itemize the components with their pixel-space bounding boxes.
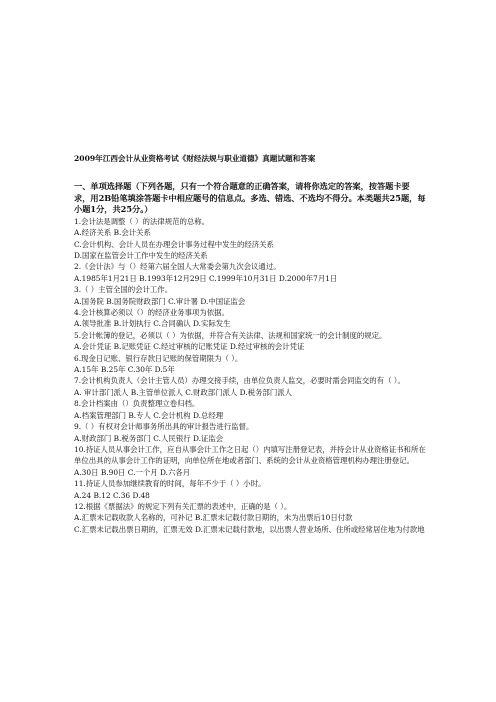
answer-options-line: D.国家在监管会计工作中发生的经济关系 bbox=[74, 251, 208, 260]
answer-options-line: A.会计凭证 B.记账凭证 C.经过审核的记账凭证 D.经过审核的会计凭证 bbox=[74, 342, 305, 352]
answer-options-line: A.国务院 B.国务院财政部门 C.审计署 D.中国证监会 bbox=[74, 296, 246, 306]
answer-options-line: A.领导批准 B.计划执行 C.合同确认 D.实际发生 bbox=[74, 319, 231, 329]
answer-options-line: C.会计机构、会计人员在办理会计事务过程中发生的经济关系 bbox=[74, 239, 274, 249]
question-line: 1.会计法是调整（ ）的法律规范的总称。 bbox=[74, 216, 210, 226]
question-line: 3.（ ）主管全国的会计工作。 bbox=[74, 285, 173, 295]
question-line: 9.（ ）有权对会计师事务所出具的审计报告进行监督。 bbox=[74, 422, 254, 432]
question-line: 12.根据《票据法》的规定下列有关汇票的表述中，正确的是（ ）。 bbox=[74, 501, 292, 511]
answer-options-line: A.汇票未记载收款人名称的，可补记 B.汇票未记载付款日期的，未为出票后10日付款 bbox=[74, 513, 353, 523]
question-line: 5.会计帐簿的登记，必须以（ ）为依据，并符合有关法律、法规和国家统一的会计制度的规定。 bbox=[74, 330, 387, 340]
answer-options-line: A.30日 B.90日 C.一个月 D.六各月 bbox=[74, 467, 191, 477]
answer-options-line: A.24 B.12 C.36 D.48 bbox=[74, 490, 150, 500]
document-body bbox=[74, 181, 426, 535]
answer-options-line: A.档案管理部门 B.专人 C.会计机构 D.总经理 bbox=[74, 410, 224, 420]
question-line: 4.会计核算必须以（）的经济业务事项为依据。 bbox=[74, 308, 229, 318]
document-title: 2009年江西会计从业资格考试《财经法规与职业道德》真题试题和答案 bbox=[74, 154, 316, 163]
answer-options-line: A.经济关系 B.会计关系 bbox=[74, 228, 151, 238]
question-line: 7.会计机构负责人（会计主管人员）办理交接手续，由单位负责人监交，必要时需会同监交的有（ ）。 bbox=[74, 376, 405, 386]
answer-options-line: C.汇票未记载出票日期的，汇票无效 D.汇票未记载付款地，以出票人营业场所、住所或经常居住地为付款地 bbox=[74, 524, 425, 534]
question-line: 2.《会计法》与（）经第六届全国人大常委会第九次会议通过。 bbox=[74, 262, 281, 272]
question-line: 11.持证人员参加继续教育的时间，每年不少于（ ）小时。 bbox=[74, 479, 266, 489]
answer-options-line: A.1985年1月21日 B.1993年12月29日 C.1999年10月31日 D.2000年7月1日 bbox=[74, 273, 338, 283]
question-line: 6.现金日记账、银行存款日记账的保管期限为（ ）。 bbox=[74, 353, 243, 363]
answer-options-line: A.15年 B.25年 C.30年 D.5年 bbox=[74, 365, 175, 375]
question-line: 8.会计档案由（）负责整理立卷归档。 bbox=[74, 399, 200, 409]
section-header: 一、单项选择题（下列各题，只有一个符合题意的正确答案，请将你选定的答案，按答题卡要求，用2B铅笔填涂答题卡中相应题号的信息点。多选、错选、不选均不得分。本类题共25题，每小题1分，共25分。） bbox=[74, 181, 426, 215]
answer-options-line: A. 审计部门派人 B.主管单位派人 C.财政部门派人 D.税务部门派人 bbox=[74, 387, 292, 397]
answer-options-line: A.财政部门 B.税务部门 C.人民银行 D.证监会 bbox=[74, 433, 224, 443]
question-line: 10.持证人员从事会计工作，应自从事会计工作之日起（）内填写注册登记表，并持会计从业资格证书和所在单位出具的从事会计工作的证明，向单位所在地或者部门、系统的会计从业资格管理机构办理注册登记。 bbox=[74, 444, 426, 466]
